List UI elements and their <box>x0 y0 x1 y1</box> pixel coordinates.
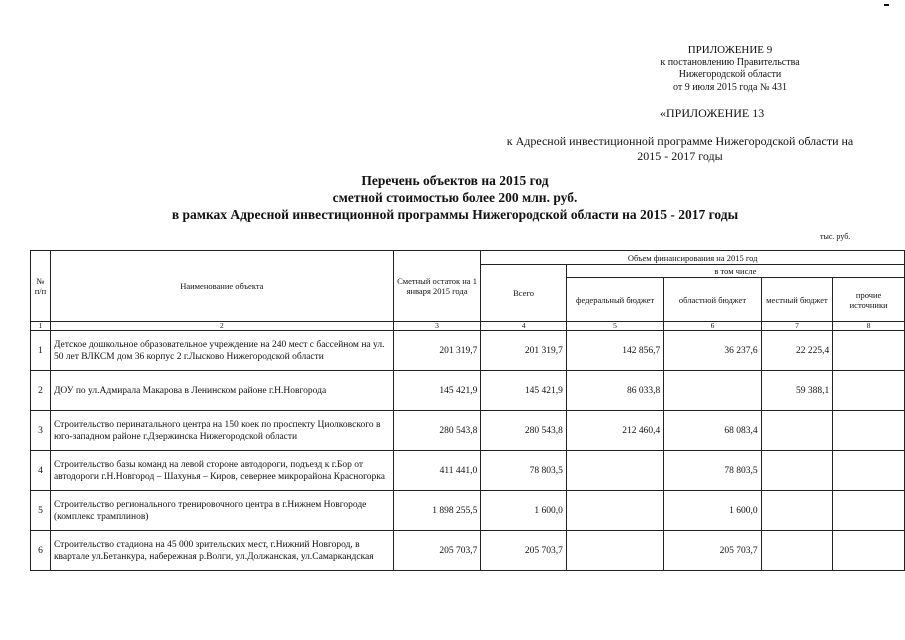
object-name: Строительство перинатального центра на 150 коек по проспекту Циолковского в юго-западном районе г.Дзержинска Нижегородской области <box>50 411 393 451</box>
units-label: тыс. руб. <box>820 232 851 241</box>
header-funding: Объем финансирования на 2015 год <box>481 251 905 265</box>
column-number: 1 <box>31 322 51 331</box>
document-title-line2: сметной стоимостью более 200 млн. руб. <box>332 190 578 205</box>
total-cell: 201 319,7 <box>481 331 567 371</box>
table-row <box>31 491 905 531</box>
other-cell <box>833 531 905 571</box>
corner-mark <box>884 4 889 6</box>
federal-cell <box>566 531 663 571</box>
row-number: 1 <box>31 331 51 371</box>
local-cell: 22 225,4 <box>761 331 833 371</box>
other-cell <box>833 451 905 491</box>
table-row <box>31 411 905 451</box>
appendix-13-title: «ПРИЛОЖЕНИЕ 13 <box>660 106 765 120</box>
total-cell: 1 600,0 <box>481 491 567 531</box>
table-row <box>31 451 905 491</box>
local-cell <box>761 411 833 451</box>
object-name: Детское дошкольное образовательное учреждение на 240 мест с бассейном на ул. 50 лет ВЛКСМ дом 36 корпус 2 г.Лысково Нижегородской области <box>50 331 393 371</box>
total-cell: 280 543,8 <box>481 411 567 451</box>
header-federal: федеральный бюджет <box>566 278 663 322</box>
column-number: 7 <box>761 322 833 331</box>
column-number: 3 <box>393 322 481 331</box>
header-including: в том числе <box>566 265 904 278</box>
document-title <box>60 172 850 223</box>
header-balance: Сметный остаток на 1 января 2015 года <box>393 251 481 322</box>
column-number: 5 <box>566 322 663 331</box>
local-cell <box>761 531 833 571</box>
other-cell <box>833 331 905 371</box>
regional-cell: 68 083,4 <box>664 411 761 451</box>
program-reference <box>470 134 890 164</box>
document-title-line3: в рамках Адресной инвестиционной программы Нижегородской области на 2015 - 2017 годы <box>171 207 739 222</box>
object-name: Строительство базы команд на левой стороне автодороги, подъезд к г.Бор от автодороги г.Н.Новгород – Шахунья – Киров, севернее микрорайона Красногорка <box>50 451 393 491</box>
regional-cell: 1 600,0 <box>664 491 761 531</box>
regional-cell: 205 703,7 <box>664 531 761 571</box>
regional-cell: 36 237,6 <box>664 331 761 371</box>
table-row <box>31 371 905 411</box>
federal-cell <box>566 491 663 531</box>
other-cell <box>833 491 905 531</box>
header-name: Наименование объекта <box>50 251 393 322</box>
column-number: 2 <box>50 322 393 331</box>
other-cell <box>833 411 905 451</box>
local-cell <box>761 451 833 491</box>
column-number: 6 <box>664 322 761 331</box>
objects-table <box>30 250 905 571</box>
appendix-9-block <box>610 44 850 94</box>
federal-cell <box>566 451 663 491</box>
appendix-9-line3: от 9 июля 2015 года № 431 <box>672 81 788 93</box>
column-number: 8 <box>833 322 905 331</box>
balance-cell: 411 441,0 <box>393 451 481 491</box>
other-cell <box>833 371 905 411</box>
balance-cell: 280 543,8 <box>393 411 481 451</box>
row-number: 2 <box>31 371 51 411</box>
program-reference-line1: к Адресной инвестиционной программе Нижегородской области на <box>506 134 854 148</box>
object-name: Строительство регионального тренировочного центра в г.Нижнем Новгороде (комплекс трамплинов) <box>50 491 393 531</box>
table-row <box>31 531 905 571</box>
regional-cell: 78 803,5 <box>664 451 761 491</box>
row-number: 5 <box>31 491 51 531</box>
row-number: 4 <box>31 451 51 491</box>
appendix-9-line2: Нижегородской области <box>678 69 782 80</box>
program-reference-line2: 2015 - 2017 годы <box>637 149 723 163</box>
header-local: местный бюджет <box>761 278 833 322</box>
column-number: 4 <box>481 322 567 331</box>
balance-cell: 201 319,7 <box>393 331 481 371</box>
federal-cell: 212 460,4 <box>566 411 663 451</box>
local-cell: 59 388,1 <box>761 371 833 411</box>
balance-cell: 205 703,7 <box>393 531 481 571</box>
document-title-line1: Перечень объектов на 2015 год <box>361 173 549 188</box>
object-name: Строительство стадиона на 45 000 зрительских мест, г.Нижний Новгород, в квартале ул.Бетанкура, набережная р.Волги, ул.Должанская, ул.Самаркандская <box>50 531 393 571</box>
total-cell: 145 421,9 <box>481 371 567 411</box>
balance-cell: 1 898 255,5 <box>393 491 481 531</box>
table-row <box>31 331 905 371</box>
total-cell: 205 703,7 <box>481 531 567 571</box>
federal-cell: 86 033,8 <box>566 371 663 411</box>
header-regional: областной бюджет <box>664 278 761 322</box>
local-cell <box>761 491 833 531</box>
header-total: Всего <box>481 265 567 322</box>
regional-cell <box>664 371 761 411</box>
row-number: 3 <box>31 411 51 451</box>
object-name: ДОУ по ул.Адмирала Макарова в Ленинском районе г.Н.Новгорода <box>50 371 393 411</box>
balance-cell: 145 421,9 <box>393 371 481 411</box>
appendix-9-line1: к постановлению Правительства <box>660 56 800 68</box>
row-number: 6 <box>31 531 51 571</box>
appendix-9-title: ПРИЛОЖЕНИЕ 9 <box>687 44 773 56</box>
header-num: № п/п <box>31 251 51 322</box>
header-other: прочие источники <box>833 278 905 322</box>
federal-cell: 142 856,7 <box>566 331 663 371</box>
total-cell: 78 803,5 <box>481 451 567 491</box>
